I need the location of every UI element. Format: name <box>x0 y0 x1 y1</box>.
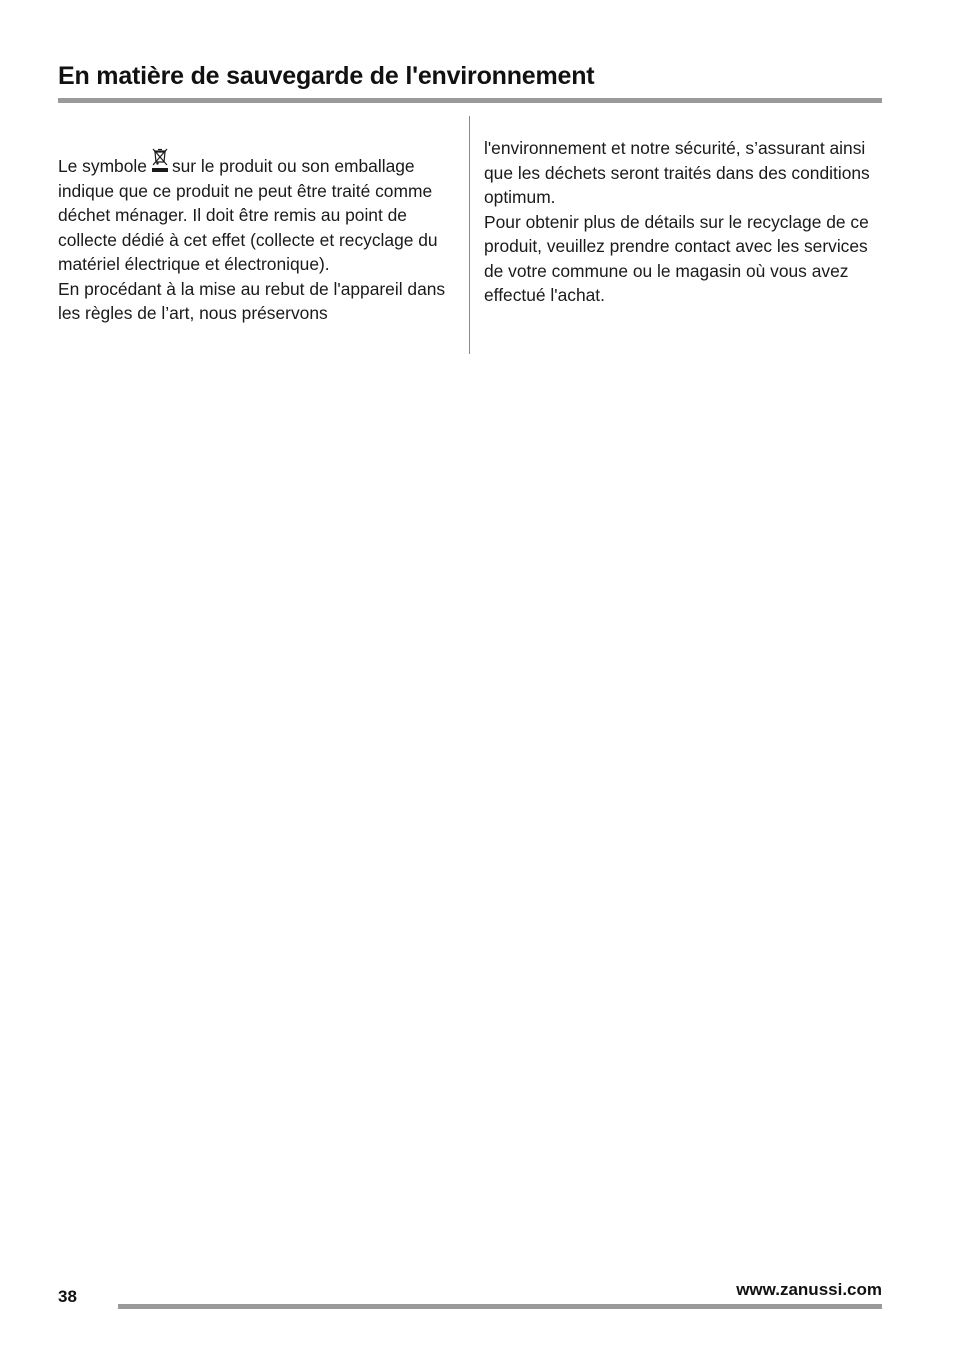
footer-rule <box>118 1304 882 1309</box>
left-paragraph-1-rest: sur le produit ou son emballage indique que ce produit ne peut être traité comme déchet ménager. Il doit être remis au point de collecte dédié à cet effet (collecte et recyclage du matériel électrique et électronique). <box>58 156 438 274</box>
left-paragraph-1-lead: Le symbole <box>58 156 147 176</box>
title-rule <box>58 98 882 103</box>
column-divider <box>469 116 470 354</box>
left-column <box>58 148 458 326</box>
page-number: 38 <box>58 1287 77 1306</box>
right-paragraph-2: Pour obtenir plus de détails sur le recyclage de ce produit, veuillez prendre contact avec les services de votre commune ou le magasin où vous avez effectué l'achat. <box>484 211 869 305</box>
crossed-out-wheelie-bin-icon <box>151 148 169 174</box>
right-paragraph-1: l'environnement et notre sécurité, s’assurant ainsi que les déchets seront traités dans des conditions optimum. <box>484 138 870 207</box>
right-column <box>484 136 884 308</box>
left-paragraph-1 <box>58 148 458 277</box>
left-paragraph-2: En procédant à la mise au rebut de l'appareil dans les règles de l’art, nous préservons <box>58 278 446 323</box>
section-title: En matière de sauvegarde de l'environnement <box>58 62 595 90</box>
website-url: www.zanussi.com <box>736 1280 882 1299</box>
